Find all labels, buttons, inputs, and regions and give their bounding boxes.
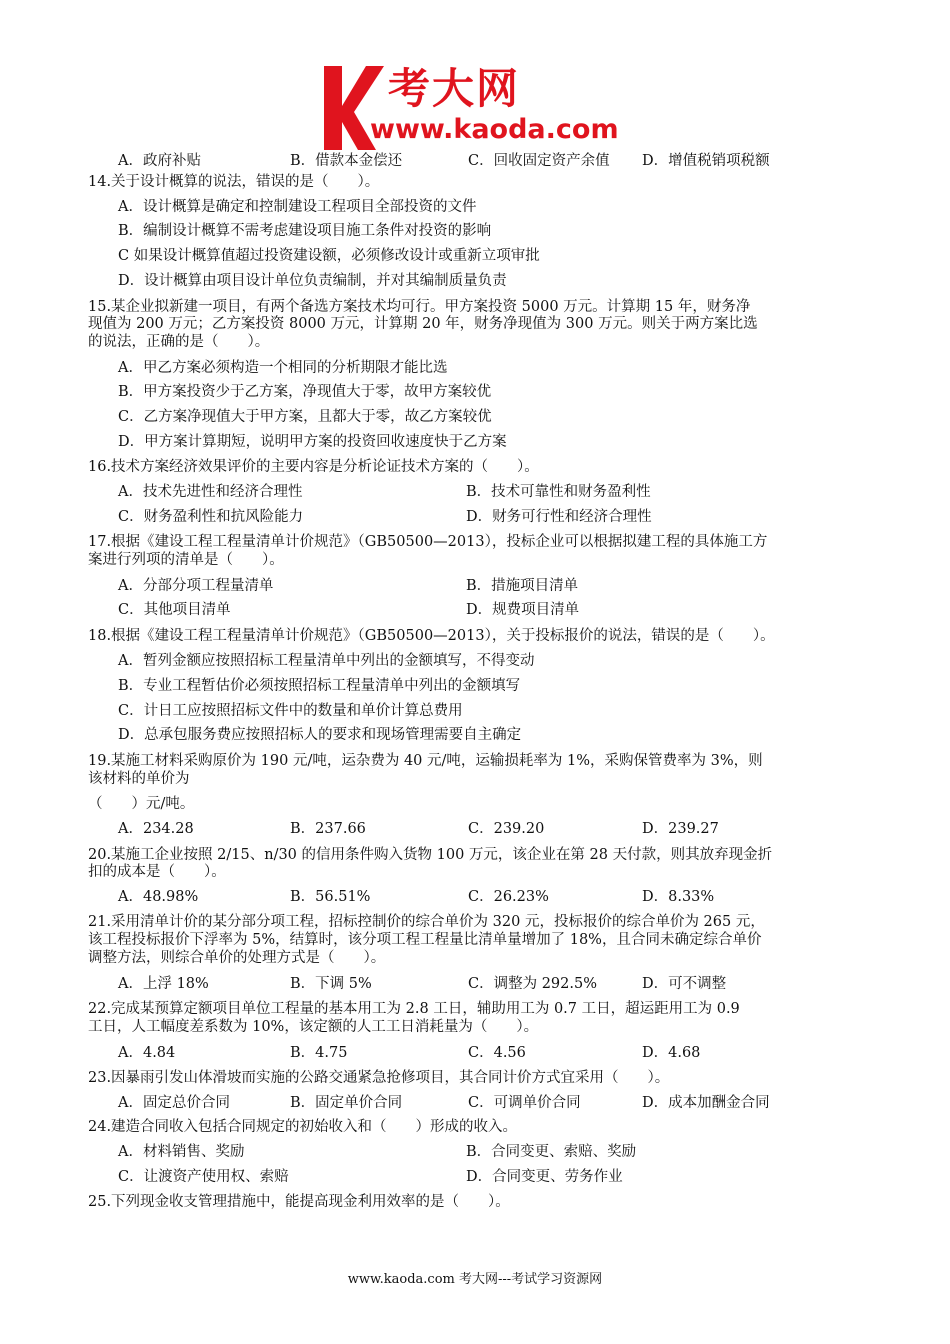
question-line: 现值为 200 万元；乙方案投资 8000 万元，计算期 20 年，财务净现值为 300 万元。则关于两方案比选 [88,316,758,332]
question-line: 24.建造合同收入包括合同规定的初始收入和（ ）形成的收入。 [88,1119,518,1135]
option-choice: B．技术可靠性和财务盈利性 [466,484,651,500]
question-line: 17.根据《建设工程工程量清单计价规范》（GB50500—2013），投标企业可以根据拟建工程的具体施工方 [88,534,768,550]
option-choice: C．可调单价合同 [468,1095,581,1111]
option-choice: C．4.56 [468,1045,526,1061]
option-line: A．设计概算是确定和控制建设工程项目全部投资的文件 [118,199,477,215]
option-line: B．甲方案投资少于乙方案，净现值大于零，故甲方案较优 [118,384,492,400]
question-line: 案进行列项的清单是（ ）。 [88,552,284,568]
kaoda-logo [318,62,648,154]
option-choice: A．政府补贴 [118,153,201,169]
option-choice: D．财务可行性和经济合理性 [466,509,652,525]
option-choice: B．下调 5% [290,976,372,992]
option-choice: A．分部分项工程量清单 [118,578,274,594]
option-choice: B．措施项目清单 [466,578,579,594]
option-line: C．乙方案净现值大于甲方案，且都大于零，故乙方案较优 [118,409,492,425]
option-line: D．设计概算由项目设计单位负责编制，并对其编制质量负责 [118,273,507,289]
question-line: （ ）元/吨。 [88,796,195,812]
question-line: 22.完成某预算定额项目单位工程量的基本用工为 2.8 工日，辅助用工为 0.7 工日，超运距用工为 0.9 [88,1001,740,1017]
option-line: B．编制设计概算不需考虑建设项目施工条件对投资的影响 [118,223,492,239]
option-choice: A．上浮 18% [118,976,209,992]
logo-url-text: www.kaoda.com [370,114,619,145]
option-choice: A．4.84 [118,1045,176,1061]
option-choice: B．56.51% [290,889,371,905]
option-choice: D．增值税销项税额 [642,153,770,169]
option-line: A．暂列金额应按照招标工程量清单中列出的金额填写，不得变动 [118,653,535,669]
option-choice: C．回收固定资产余值 [468,153,610,169]
option-choice: C．让渡资产使用权、索赔 [118,1169,289,1185]
option-choice: A．固定总价合同 [118,1095,230,1111]
question-line: 的说法，正确的是（ ）。 [88,334,270,350]
option-choice: C．其他项目清单 [118,602,231,618]
question-line: 工日，人工幅度差系数为 10%，该定额的人工工日消耗量为（ ）。 [88,1019,539,1035]
option-line: C．计日工应按照招标文件中的数量和单价计算总费用 [118,703,463,719]
option-choice: D．成本加酬金合同 [642,1095,770,1111]
question-line: 15.某企业拟新建一项目，有两个备选方案技术均可行。甲方案投资 5000 万元。计算期 15 年，财务净 [88,299,751,315]
question-line: 23.因暴雨引发山体滑坡而实施的公路交通紧急抢修项目，其合同计价方式宜采用（ ）。 [88,1070,670,1086]
option-line: A．甲乙方案必须构造一个相同的分析期限才能比选 [118,360,448,376]
question-line: 该材料的单价为 [88,771,190,787]
option-choice: B．合同变更、索赔、奖励 [466,1144,637,1160]
question-line: 该工程投标报价下浮率为 5%，结算时，该分项工程工程量比清单量增加了 18%，且合同未确定综合单价 [88,932,762,948]
question-line: 16.技术方案经济效果评价的主要内容是分析论证技术方案的（ ）。 [88,459,539,475]
option-choice: D．规费项目清单 [466,602,580,618]
option-line: D．总承包服务费应按照招标人的要求和现场管理需要自主确定 [118,727,522,743]
option-choice: B．借款本金偿还 [290,153,403,169]
option-choice: A．材料销售、奖励 [118,1144,245,1160]
option-choice: D．239.27 [642,821,719,837]
option-choice: D．4.68 [642,1045,701,1061]
option-line: C 如果设计概算值超过投资建设额，必须修改设计或重新立项审批 [118,248,540,264]
option-choice: A．技术先进性和经济合理性 [118,484,303,500]
option-choice: B．4.75 [290,1045,348,1061]
option-choice: C．调整为 292.5% [468,976,597,992]
option-choice: D．可不调整 [642,976,727,992]
option-choice: A．48.98% [118,889,199,905]
option-line: B．专业工程暂估价必须按照招标工程量清单中列出的金额填写 [118,678,521,694]
option-line: D．甲方案计算期短，说明甲方案的投资回收速度快于乙方案 [118,434,507,450]
logo-brand-text: 考大网 [388,64,521,113]
question-line: 21.采用清单计价的某分部分项工程，招标控制价的综合单价为 320 元，投标报价的综合单价为 265 元， [88,914,765,930]
option-choice: C．财务盈利性和抗风险能力 [118,509,304,525]
option-choice: D．8.33% [642,889,715,905]
question-line: 扣的成本是（ ）。 [88,864,226,880]
option-choice: A．234.28 [118,821,194,837]
question-line: 20.某施工企业按照 2/15、n/30 的信用条件购入货物 100 万元，该企业在第 28 天付款，则其放弃现金折 [88,847,773,863]
question-line: 调整方法，则综合单价的处理方式是（ ）。 [88,950,386,966]
option-choice: D．合同变更、劳务作业 [466,1169,623,1185]
option-choice: C．26.23% [468,889,549,905]
question-line: 25.下列现金收支管理措施中，能提高现金利用效率的是（ ）。 [88,1194,510,1210]
question-line: 19.某施工材料采购原价为 190 元/吨，运杂费为 40 元/吨，运输损耗率为 1%，采购保管费率为 3%，则 [88,753,763,769]
option-choice: C．239.20 [468,821,545,837]
option-choice: B．237.66 [290,821,366,837]
question-line: 14.关于设计概算的说法，错误的是（ ）。 [88,174,380,190]
question-line: 18.根据《建设工程工程量清单计价规范》（GB50500—2013），关于投标报价的说法，错误的是（ ）。 [88,628,775,644]
page-footer: www.kaoda.com 考大网---考试学习资源网 [347,1272,603,1287]
option-choice: B．固定单价合同 [290,1095,403,1111]
